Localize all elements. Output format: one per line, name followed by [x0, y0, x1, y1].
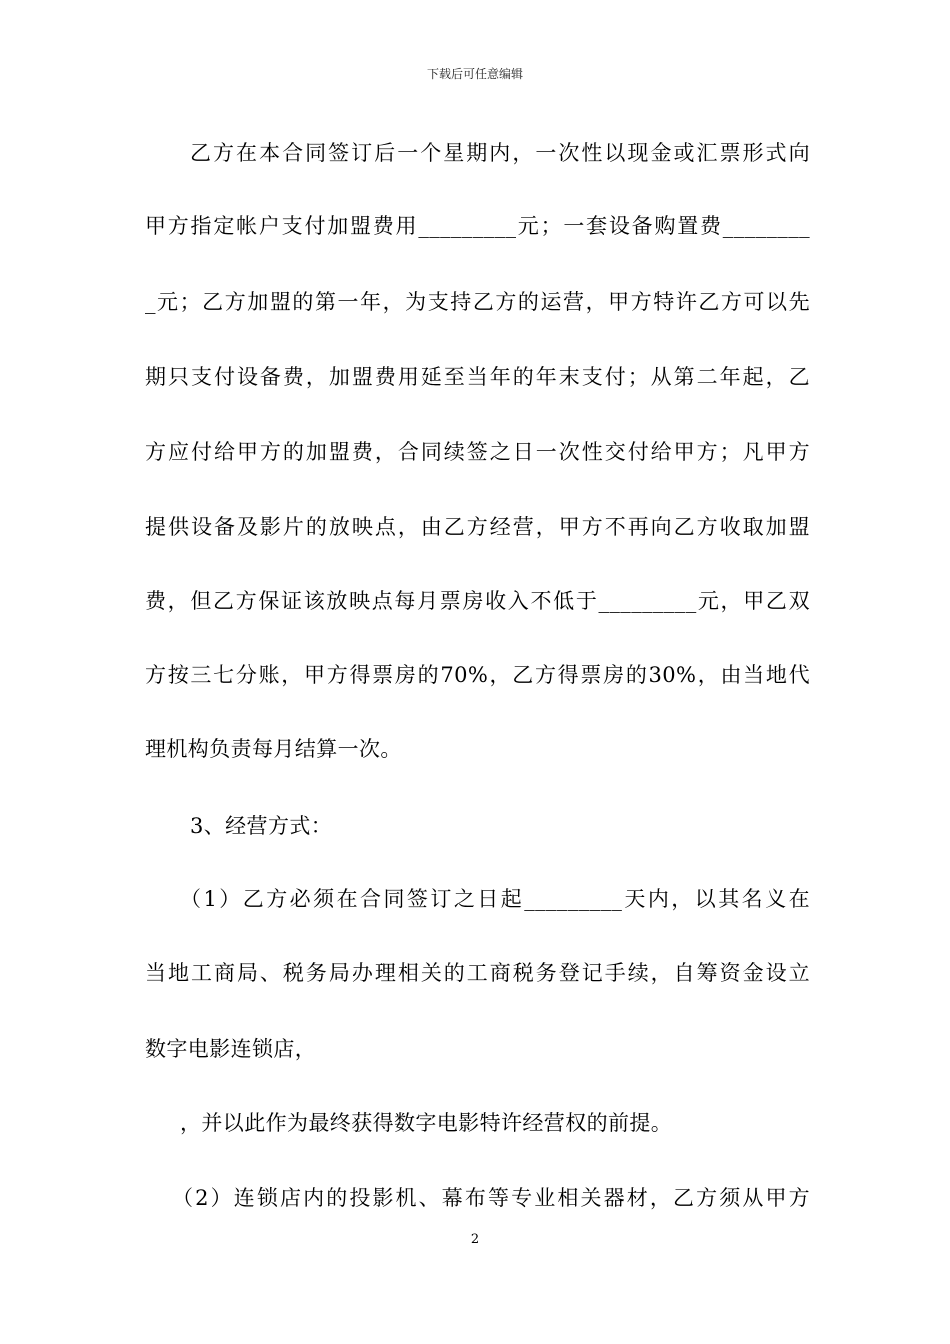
- paragraph-line-4: 期只支付设备费，加盟费用延至当年的年末支付；从第二年起，乙: [145, 365, 810, 389]
- page-number: 2: [470, 1232, 480, 1247]
- paragraph-line-7: 费，但乙方保证该放映点每月票房收入不低于_________元，甲乙双: [145, 589, 810, 613]
- paragraph-line-12: 当地工商局、税务局办理相关的工商税务登记手续，自筹资金设立: [145, 961, 810, 985]
- paragraph-line-6: 提供设备及影片的放映点，由乙方经营，甲方不再向乙方收取加盟: [145, 515, 810, 539]
- paragraph-line-1: 乙方在本合同签订后一个星期内，一次性以现金或汇票形式向: [190, 141, 810, 165]
- paragraph-line-8: 方按三七分账，甲方得票房的70%，乙方得票房的30%，由当地代: [145, 663, 810, 687]
- paragraph-line-11: （1）乙方必须在合同签订之日起_________天内，以其名义在: [180, 887, 810, 911]
- paragraph-line-2: 甲方指定帐户支付加盟费用_________元；一套设备购置费________: [145, 214, 810, 238]
- paragraph-line-9: 理机构负责每月结算一次。: [145, 737, 402, 761]
- paragraph-line-5: 方应付给甲方的加盟费，合同续签之日一次性交付给甲方；凡甲方: [145, 440, 810, 464]
- paragraph-line-14: ，并以此作为最终获得数字电影特许经营权的前提。: [180, 1111, 673, 1135]
- paragraph-line-13: 数字电影连锁店，: [145, 1037, 317, 1061]
- section-heading: 3、经营方式：: [190, 814, 333, 838]
- paragraph-line-15: （2）连锁店内的投影机、幕布等专业相关器材，乙方须从甲方: [172, 1186, 810, 1210]
- page-header: 下载后可任意编辑: [426, 67, 523, 81]
- paragraph-line-3: _元；乙方加盟的第一年，为支持乙方的运营，甲方特许乙方可以先: [145, 290, 810, 314]
